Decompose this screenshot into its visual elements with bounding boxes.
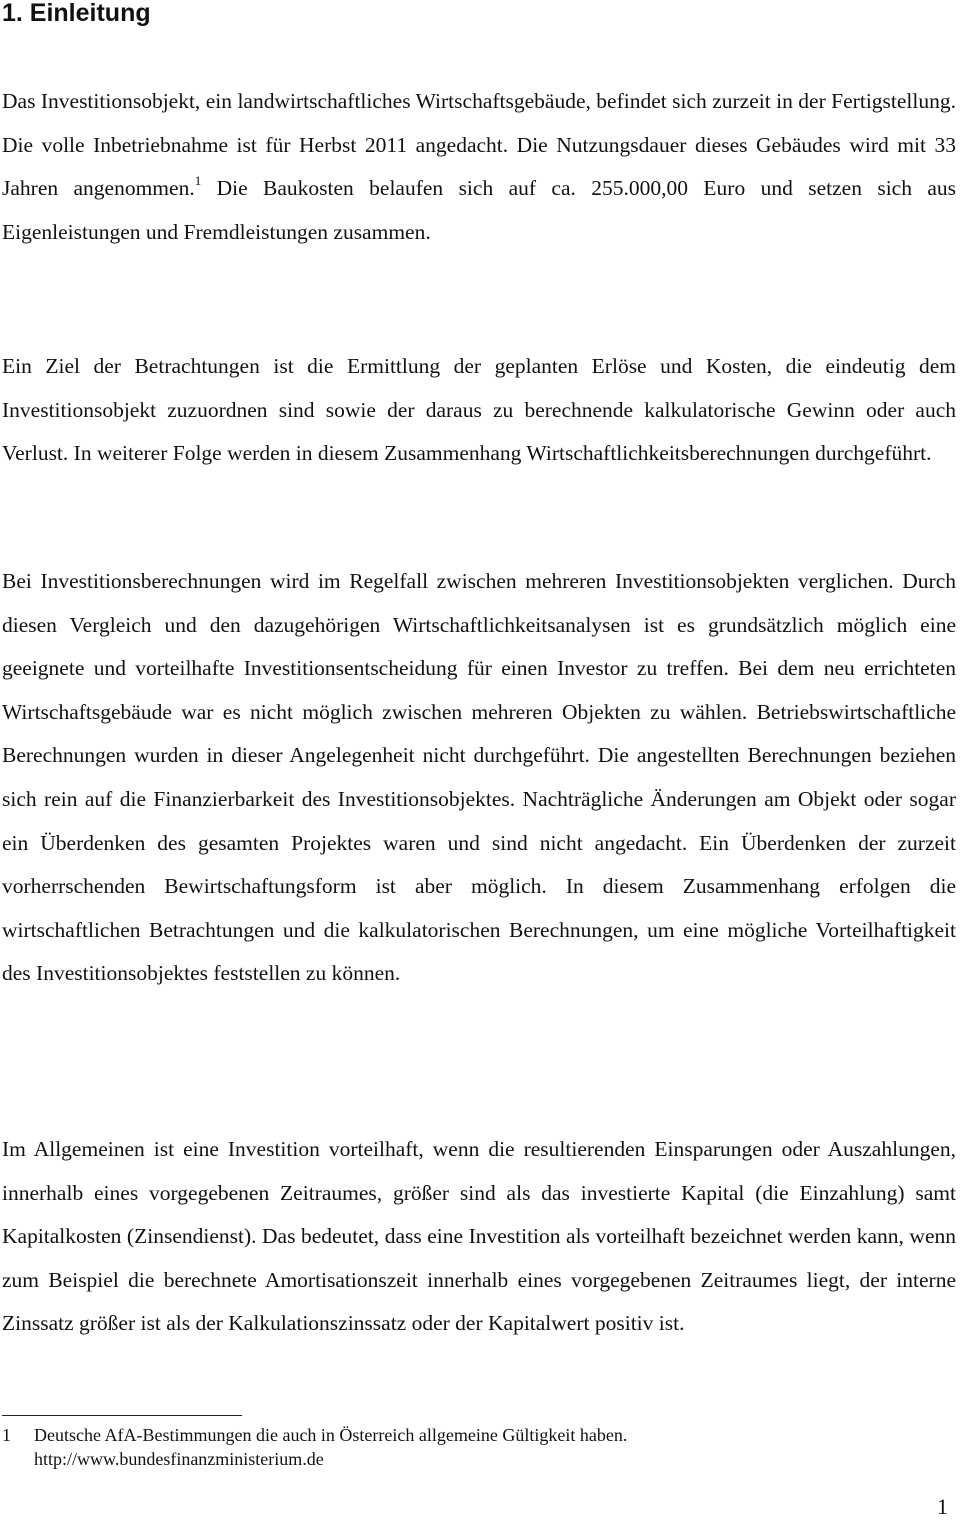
footnote-reference[interactable]: 1 xyxy=(194,173,202,189)
footnote-text: Deutsche AfA-Bestimmungen die auch in Österreich allgemeine Gültigkeit haben. xyxy=(34,1425,628,1445)
footnote-link[interactable]: http://www.bundesfinanzministerium.de xyxy=(34,1449,324,1469)
footnote xyxy=(2,1423,942,1471)
footnote-number: 1 xyxy=(2,1425,11,1445)
paragraph-text: Das Investitionsobjekt, ein landwirtschaftliches Wirtschaftsgebäude, befindet sich zurzeit in der Fertigstellung. Die volle Inbetriebnahme ist für Herbst 2011 angedacht. Die Nutzungsdauer dieses Gebäudes wird mit 33 Jahren angenommen. xyxy=(2,89,956,201)
paragraph-investment-comparison: Bei Investitionsberechnungen wird im Regelfall zwischen mehreren Investitionsobjekten verglichen. Durch diesen Vergleich und den dazugehörigen Wirtschaftlichkeitsanalysen ist es grundsätzlich möglich eine geeignete und vorteilhafte Investitionsentscheidung für einen Investor zu treffen. Bei dem neu errichteten Wirtschaftsgebäude war es nicht möglich zwischen mehreren Objekten zu wählen. Betriebswirtschaftliche Berechnungen wurden in dieser Angelegenheit nicht durchgeführt. Die angestellten Berechnungen beziehen sich rein auf die Finanzierbarkeit des Investitionsobjektes. Nachträgliche Änderungen am Objekt oder sogar ein Überdenken des gesamten Projektes waren und sind nicht angedacht. Ein Überdenken der zurzeit vorherrschenden Bewirtschaftungsform ist aber möglich. In diesem Zusammenhang erfolgen die wirtschaftlichen Betrachtungen und die kalkulatorischen Berechnungen, um eine mögliche Vorteilhaftigkeit des Investitionsobjektes feststellen zu können. xyxy=(2,569,956,986)
section-heading: 1. Einleitung xyxy=(2,0,151,27)
paragraph-text: Die Baukosten belaufen sich auf ca. 255.000,00 Euro und setzen sich aus Eigenleistungen und Fremdleistungen zusammen. xyxy=(2,176,957,244)
paragraph-introduction xyxy=(2,80,956,254)
page-number: 1 xyxy=(937,1494,948,1519)
footnote-separator xyxy=(2,1415,242,1416)
paragraph-advantage: Im Allgemeinen ist eine Investition vorteilhaft, wenn die resultierenden Einsparungen oder Auszahlungen, innerhalb eines vorgegebenen Zeitraumes, größer sind als das investierte Kapital (die Einzahlung) samt Kapitalkosten (Zinsendienst). Das bedeutet, dass eine Investition als vorteilhaft bezeichnet werden kann, wenn zum Beispiel die berechnete Amortisationszeit innerhalb eines vorgegebenen Zeitraumes liegt, der interne Zinssatz größer ist als der Kalkulationszinssatz oder der Kapitalwert positiv ist. xyxy=(2,1137,956,1336)
paragraph-goal: Ein Ziel der Betrachtungen ist die Ermittlung der geplanten Erlöse und Kosten, die eindeutig dem Investitionsobjekt zuzuordnen sind sowie der daraus zu berechnende kalkulatorische Gewinn oder auch Verlust. In weiterer Folge werden in diesem Zusammenhang Wirtschaftlichkeitsberechnungen durchgeführt. xyxy=(2,354,956,466)
